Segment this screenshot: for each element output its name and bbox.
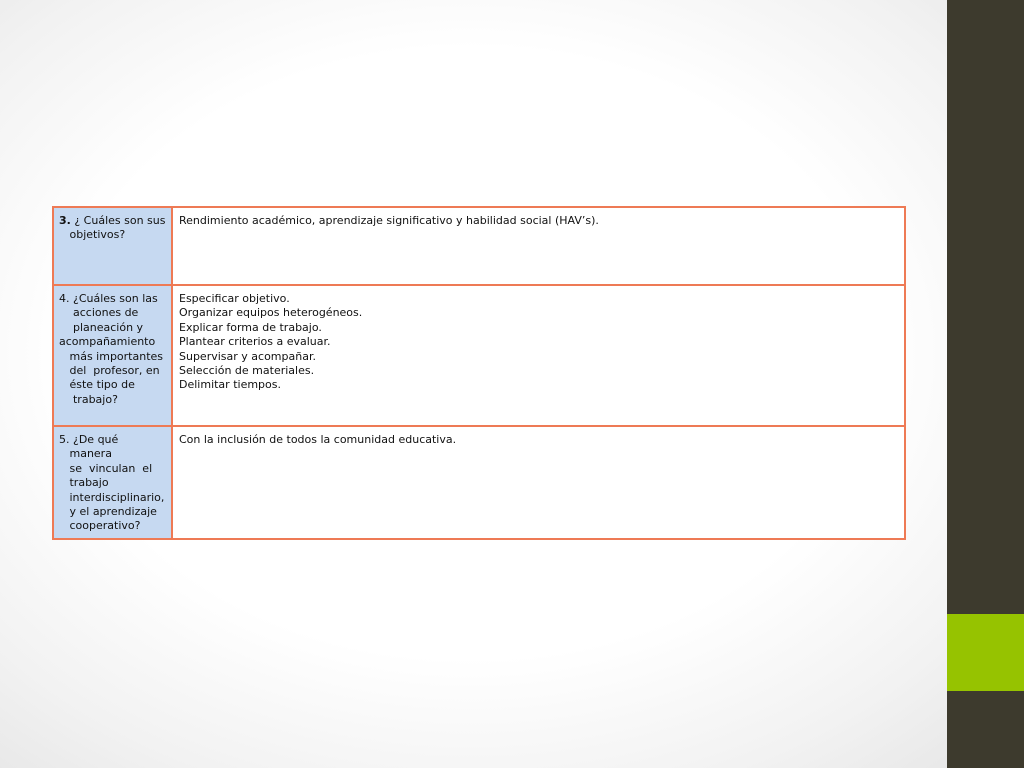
answer-line: Explicar forma de trabajo. (179, 320, 322, 334)
question-line: 5. ¿De qué (59, 433, 119, 446)
answer-line: Con la inclusión de todos la comunidad educativa. (179, 433, 457, 446)
question-line (59, 214, 167, 228)
answer-line: Delimitar tiempos. (179, 378, 281, 392)
table-row (53, 207, 905, 285)
question-line: acciones de (59, 306, 139, 320)
answer-line: Rendimiento académico, aprendizaje significativo y habilidad social (HAV’s). (179, 214, 599, 227)
answer-line: Especificar objetivo. (179, 292, 290, 305)
question-line: y el aprendizaje (59, 505, 157, 519)
question-line: planeación y (59, 320, 144, 334)
questions-table (52, 206, 906, 540)
question-line: se vinculan el (59, 461, 153, 475)
question-line: del profesor, en (59, 364, 160, 378)
question-line: cooperativo? (59, 519, 141, 533)
answer-line: Selección de materiales. (179, 364, 315, 378)
answer-cell (172, 207, 905, 285)
question-line: acompañamiento (59, 335, 156, 349)
question-line: interdisciplinario, (59, 490, 165, 504)
green-accent-block (947, 614, 1024, 691)
answer-line: Organizar equipos heterogéneos. (179, 306, 363, 320)
question-cell (53, 207, 172, 285)
answer-cell (172, 426, 905, 539)
question-cell (53, 426, 172, 539)
table-row (53, 426, 905, 539)
answer-cell (172, 285, 905, 426)
question-text: ¿ Cuáles son sus (70, 214, 166, 227)
table-row (53, 285, 905, 426)
question-number: 3. (59, 214, 71, 227)
question-line: objetivos? (59, 228, 126, 242)
question-line: manera (59, 447, 112, 461)
question-line: 4. ¿Cuáles son las (59, 292, 158, 305)
question-line: más importantes (59, 349, 164, 363)
question-line: trabajo? (59, 392, 118, 406)
question-cell (53, 285, 172, 426)
answer-line: Supervisar y acompañar. (179, 349, 316, 363)
question-line: éste tipo de (59, 378, 135, 392)
question-line: trabajo (59, 476, 109, 490)
answer-line: Plantear criterios a evaluar. (179, 335, 331, 349)
